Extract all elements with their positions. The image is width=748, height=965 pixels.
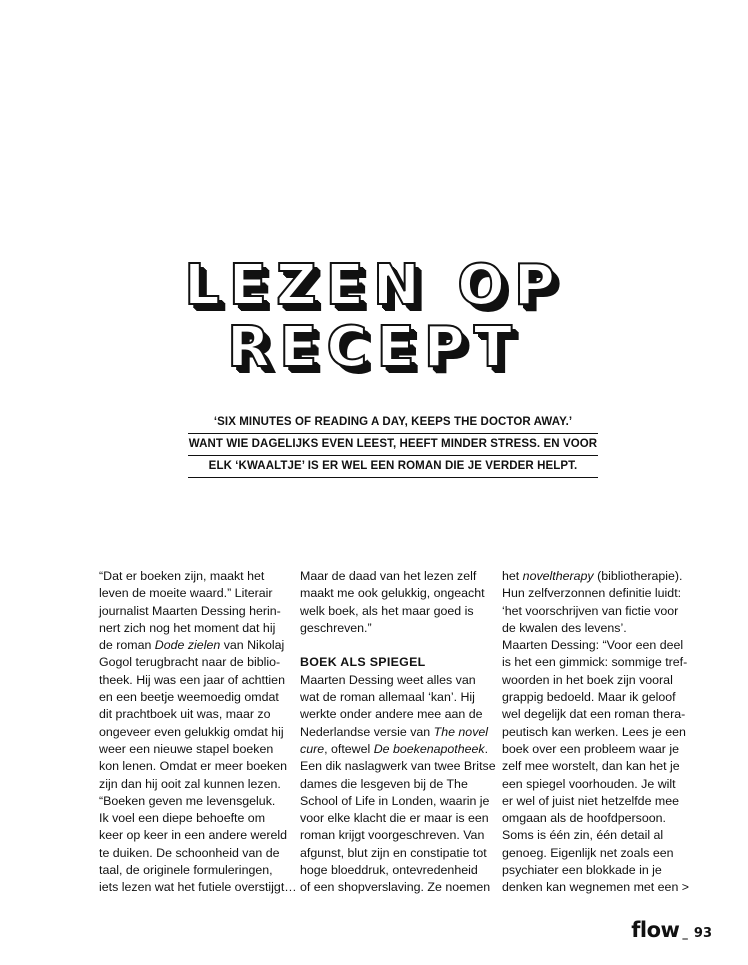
text-line: nert zich nog het moment dat hij (99, 620, 276, 635)
text-line: woorden in het boek zijn vooral (502, 672, 673, 687)
text-segment: de roman (99, 638, 155, 653)
text-line (99, 637, 289, 654)
emphasized-term: noveltherapy (522, 569, 594, 583)
page-footer (631, 918, 712, 942)
text-segment: . (484, 741, 489, 756)
text-line: wel degelijk dat een roman thera- (502, 707, 686, 722)
text-line: keer op keer in een andere wereld (99, 828, 288, 843)
intro-line: ‘SIX MINUTES OF READING A DAY, KEEPS THE DOCTOR AWAY.’ (188, 412, 598, 434)
intro-line: WANT WIE DAGELIJKS EVEN LEEST, HEEFT MINDER STRESS. EN VOOR (188, 434, 598, 456)
paragraph-spacer (300, 637, 492, 654)
text-line: journalist Maarten Dessing herin- (99, 603, 281, 618)
article-title-line-1: LEZEN OP (184, 253, 564, 318)
body-column-3 (502, 568, 702, 897)
text-line: iets lezen wat het futiele overstijgt… (99, 880, 297, 895)
text-line: “Boeken geven me levensgeluk. (99, 793, 276, 808)
text-line: afgunst, blut zijn en constipatie tot (300, 845, 487, 860)
text-line: er wel of juist niet hetzelfde mee (502, 793, 680, 808)
body-column-2 (300, 568, 496, 897)
text-line: maakt me ook gelukkig, ongeacht (300, 586, 485, 601)
text-line: omgaan als de hoofdpersoon. (502, 811, 666, 826)
text-line: welk boek, als het maar goed is (300, 603, 474, 618)
text-segment: (bibliotherapie). (593, 569, 683, 583)
text-line: ongeveer even gelukkig omdat hij (99, 724, 284, 739)
book-title: The novel (433, 724, 489, 739)
text-line: Soms is één zin, één detail al (502, 828, 664, 843)
text-line: genoeg. Eigenlijk net zoals een (502, 845, 674, 860)
book-title: Dode zielen (154, 638, 221, 653)
text-line: Maarten Dessing: “Voor een deel (502, 638, 684, 653)
text-line: theek. Hij was een jaar of achttien (99, 672, 285, 687)
text-segment: , oftewel (324, 741, 374, 756)
text-line: ‘het voorschrijven van fictie voor (502, 603, 679, 618)
text-line: Maarten Dessing weet alles van (300, 672, 476, 687)
text-line: psychiater een blokkade in je (502, 863, 662, 878)
text-segment: het (502, 569, 523, 583)
text-line: en een beetje weemoedig omdat (99, 690, 279, 705)
text-line: Gogol terugbracht naar de biblio- (99, 655, 281, 670)
section-heading: BOEK ALS SPIEGEL (300, 655, 426, 670)
body-column-1 (99, 568, 297, 897)
text-line: voor elke klacht die er maar is een (300, 811, 489, 826)
brand-logo: flow (631, 918, 680, 942)
text-line: is het een gimmick: sommige tref- (502, 655, 688, 670)
text-line: leven de moeite waard.” Literair (99, 586, 273, 601)
text-line: taal, de originele formuleringen, (99, 863, 273, 878)
text-line (300, 741, 492, 758)
text-line: denken kan wegnemen met een > (502, 880, 690, 895)
text-line: te duiken. De schoonheid van de (99, 845, 280, 860)
text-segment: van Nikolaj (220, 638, 285, 653)
text-line: wat de roman allemaal ‘kan’. Hij (300, 690, 475, 705)
text-line: Ik voel een diepe behoefte om (99, 811, 266, 826)
book-title: De boekenapotheek (373, 741, 485, 756)
intro-block (188, 412, 598, 478)
text-line: Een dik naslagwerk van twee Britse (300, 759, 496, 774)
text-line: de kwalen des levens’. (502, 620, 627, 635)
text-line: roman krijgt voorgeschreven. Van (300, 828, 485, 843)
book-title: cure (300, 741, 325, 756)
text-line: boek over een probleem waar je (502, 741, 680, 756)
text-line: kon lenen. Omdat er meer boeken (99, 759, 288, 774)
text-line: School of Life in Londen, waarin je (300, 793, 490, 808)
text-line: peutisch kan werken. Lees je een (502, 724, 686, 739)
text-line: werkte onder andere mee aan de (300, 707, 483, 722)
text-line (300, 724, 492, 741)
text-line: zelf mee worstelt, dan kan het je (502, 759, 680, 774)
text-line: zijn dan hij ooit zal kunnen lezen. (99, 776, 281, 791)
text-line: weer een nieuwe stapel boeken (99, 741, 274, 756)
text-line: een spiegel voorhouden. Je wilt (502, 776, 676, 791)
page-number: 93 (693, 926, 712, 941)
text-line: dit prachtboek uit was, maar zo (99, 707, 271, 722)
text-line (502, 568, 702, 585)
text-line: “Dat er boeken zijn, maakt het (99, 569, 265, 583)
intro-line: ELK ‘KWAALTJE’ IS ER WEL EEN ROMAN DIE JE VERDER HELPT. (188, 456, 598, 478)
text-line: of een shopverslaving. Ze noemen (300, 880, 491, 895)
text-segment: Nederlandse versie van (300, 724, 434, 739)
text-line: grappig bedoeld. Maar ik geloof (502, 690, 676, 705)
text-line: geschreven.” (300, 620, 372, 635)
text-line: dames die lesgeven bij de The (300, 776, 468, 791)
text-line: Hun zelfverzonnen definitie luidt: (502, 586, 682, 601)
article-title-line-2: RECEPT (227, 315, 521, 380)
footer-separator: _ (682, 927, 688, 940)
text-line: hoge bloeddruk, ontevredenheid (300, 863, 478, 878)
text-line: Maar de daad van het lezen zelf (300, 569, 477, 583)
